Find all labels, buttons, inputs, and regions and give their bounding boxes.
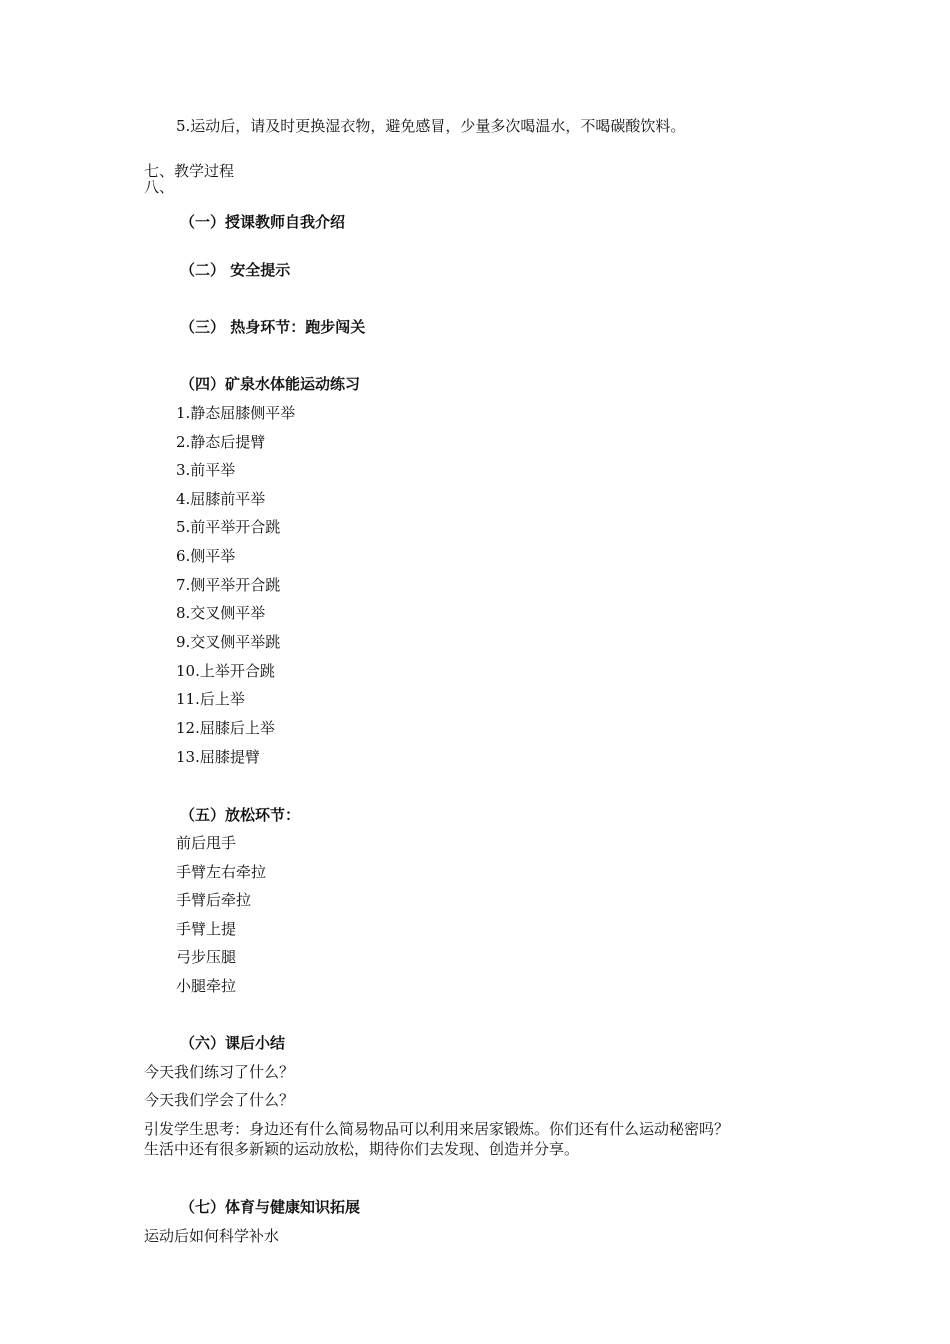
relax-item: 小腿牵拉	[176, 977, 237, 995]
heading-safety-tips: （二） 安全提示	[180, 261, 291, 279]
exercise-item: 9.交叉侧平举跳	[176, 633, 281, 651]
exercise-item: 7.侧平举开合跳	[176, 576, 281, 594]
relax-item: 手臂左右牵拉	[176, 863, 267, 881]
relax-item: 前后甩手	[176, 834, 237, 852]
heading-warmup: （三） 热身环节：跑步闯关	[180, 318, 366, 336]
summary-line: 今天我们学会了什么？	[144, 1091, 295, 1109]
exercise-item: 13.屈膝提臂	[176, 748, 260, 766]
exercise-item: 3.前平举	[176, 461, 236, 479]
exercise-item: 4.屈膝前平举	[176, 490, 266, 508]
exercise-item: 1.静态屈膝侧平举	[176, 404, 296, 422]
heading-knowledge-extension: （七）体育与健康知识拓展	[180, 1198, 361, 1216]
relax-item: 手臂上提	[176, 920, 237, 938]
relax-item: 弓步压腿	[176, 948, 237, 966]
exercise-item: 2.静态后提臂	[176, 433, 266, 451]
exercise-item: 5.前平举开合跳	[176, 518, 281, 536]
summary-line: 今天我们练习了什么？	[144, 1063, 295, 1081]
intro-item: 5.运动后，请及时更换湿衣物，避免感冒，少量多次喝温水，不喝碳酸饮料。	[176, 117, 686, 135]
exercise-item: 10.上举开合跳	[176, 662, 275, 680]
relax-item: 手臂后牵拉	[176, 891, 252, 909]
exercise-item: 12.屈膝后上举	[176, 719, 275, 737]
heading-summary: （六）课后小结	[180, 1034, 286, 1052]
exercise-item: 11.后上举	[176, 690, 245, 708]
exercise-item: 6.侧平举	[176, 547, 236, 565]
section-eight-title: 八、	[144, 178, 175, 196]
summary-line: 生活中还有很多新颖的运动放松，期待你们去发现、创造并分享。	[144, 1140, 580, 1158]
summary-line: 引发学生思考：身边还有什么简易物品可以利用来居家锻炼。你们还有什么运动秘密吗？	[144, 1120, 730, 1138]
section-seven-title: 七、教学过程	[144, 162, 235, 180]
heading-relax: （五）放松环节：	[180, 806, 301, 824]
extension-line: 运动后如何科学补水	[144, 1227, 280, 1245]
heading-bottle-exercise: （四）矿泉水体能运动练习	[180, 375, 361, 393]
heading-teacher-intro: （一）授课教师自我介绍	[180, 213, 346, 231]
exercise-item: 8.交叉侧平举	[176, 604, 266, 622]
